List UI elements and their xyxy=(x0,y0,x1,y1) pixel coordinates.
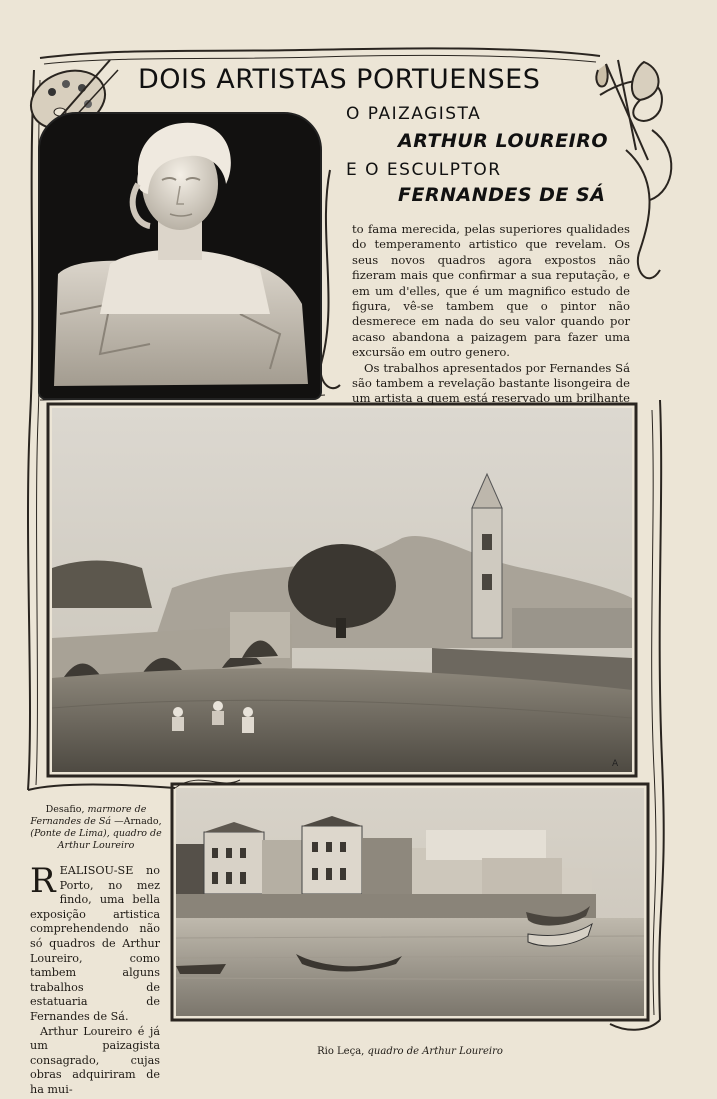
caption-rio-leca: Rio Leça, xyxy=(317,1046,365,1057)
intro-paragraph-1: to fama merecida, pelas superiores qualidades do temperamento artistico que revelam. Os seus novos quadros agora expostos não fizeram mais que confirmar a sua reputação, e em um d'elles, que é um magnifico estudo de figura, vê-se tambem que o pintor não desmerece em nada do seu valor quando por acaso abandona a paizagem para fazer uma excursão em outro genero. xyxy=(352,222,630,360)
marble-bust-image xyxy=(40,114,320,398)
painter-name: ARTHUR LOUREIRO xyxy=(398,130,608,152)
caption-arnado-credit: (Ponte de Lima), quadro de Arthur Loureiro xyxy=(30,828,162,851)
subtitle-landscape-painter: O PAIZAGISTA xyxy=(346,104,482,124)
subtitle-sculptor: E O ESCULPTOR xyxy=(346,160,502,180)
arnado-landscape-image xyxy=(52,408,632,772)
caption-desafio: Desafio, xyxy=(45,804,85,815)
caption-desafio-credit: marmore de Fernandes de Sá xyxy=(30,804,147,827)
article-title: DOIS ARTISTAS PORTUENSES xyxy=(138,64,541,95)
sculptor-name: FERNANDES DE SÁ xyxy=(398,184,606,206)
arnado-painting xyxy=(52,408,632,772)
article-paragraph-1 xyxy=(30,861,160,1025)
rio-leca-image xyxy=(176,788,644,1016)
drop-cap: R xyxy=(30,861,56,901)
article-paragraph-1-rest: no Porto, no mez findo, uma bella exposição artistica comprehendendo não só quadros de Arthur Loureiro, como tambem alguns trabalhos de estatuaria de Fernandes de Sá. xyxy=(30,864,160,1023)
bust-photo xyxy=(38,112,322,400)
left-photo-caption xyxy=(28,804,164,852)
article-lead: EALISOU-SE xyxy=(59,864,134,877)
rio-leca-painting xyxy=(176,788,644,1016)
article-body xyxy=(30,861,160,1098)
caption-arnado: —Arnado, xyxy=(114,816,162,827)
intro-paragraph-2: Os trabalhos apresentados por Fernandes Sá são tambem a revelação bastante lisongeira de um artista a quem está reservado um brilhante xyxy=(352,360,630,406)
caption-rio-leca-credit: quadro de Arthur Loureiro xyxy=(367,1046,503,1057)
intro-text-block xyxy=(352,222,630,422)
article-paragraph-2: Arthur Loureiro é já um paizagista consagrado, cujas obras adquiriram de ha mui- xyxy=(30,1024,160,1096)
rio-leca-caption xyxy=(176,1046,644,1058)
plate-mark: A xyxy=(612,759,619,769)
